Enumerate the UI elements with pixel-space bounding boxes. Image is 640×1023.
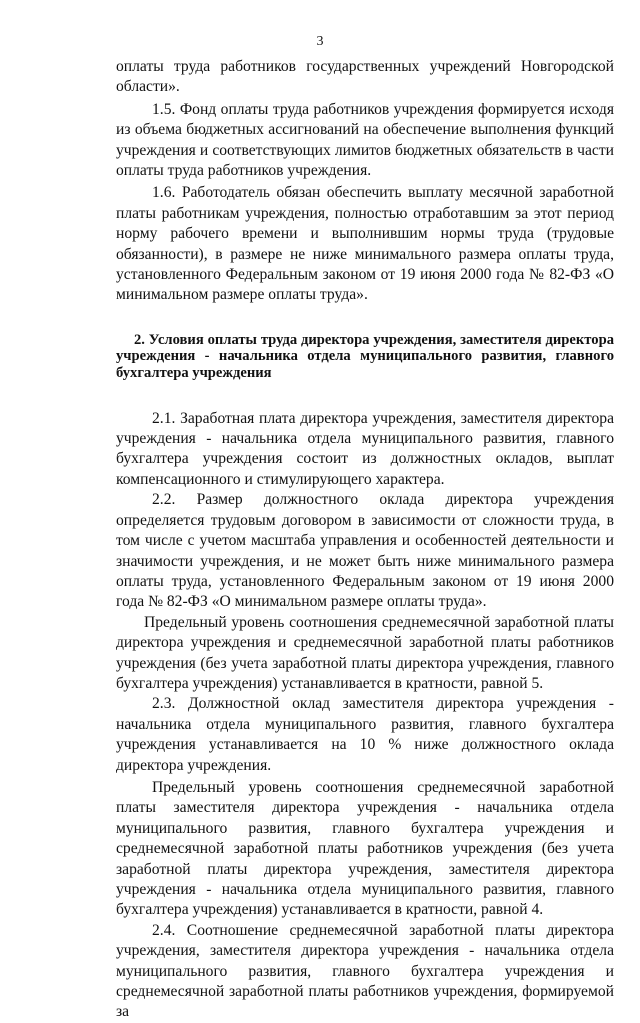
- paragraph-1-5: 1.5. Фонд оплаты труда работников учреждения формируется исходя из объема бюджетных ассигнований на обеспечение выполнения функций учреждения и соответствующих лимитов бюджетных обязательств в части оплаты труда работников учреждения.: [116, 100, 614, 180]
- paragraph-ratio-deputy: Предельный уровень соотношения среднемесячной заработной платы заместителя директора учреждения - начальника отдела муниципального развития, главного бухгалтера учреждения и среднемесячной заработной платы работников учреждения (без учета заработной платы директора учреждения, заместителя директора учреждения - начальника отдела муниципального развития, главного бухгалтера учреждения) устанавливается в кратности, равной 4.: [116, 778, 614, 919]
- paragraph-2-1: 2.1. Заработная плата директора учреждения, заместителя директора учреждения - начальника отдела муниципального развития, главного бухгалтера учреждения состоит из должностных окладов, выплат компенсационного и стимулирующего характера.: [116, 409, 614, 488]
- paragraph-2-2: 2.2. Размер должностного оклада директора учреждения определяется трудовым договором в зависимости от сложности труда, в том числе с учетом масштаба управления и особенностей деятельности и значимости учреждения, и не может быть ниже минимального размера оплаты труда, установленного Федеральным законом от 19 июня 2000 года № 82-ФЗ «О минимальном размере оплаты труда».: [116, 491, 614, 611]
- paragraph-ratio-director: Предельный уровень соотношения среднемесячной заработной платы директора учреждения и среднемесячной заработной платы работников учреждения (без учета заработной платы директора учреждения, главного бухгалтера учреждения) устанавливается в кратности, равной 5.: [116, 613, 614, 692]
- section-heading: 2. Условия оплаты труда директора учреждения, заместителя директора учреждения - начальника отдела муниципального развития, главного бухгалтера учреждения: [116, 331, 614, 382]
- paragraph-2-3: 2.3. Должностной оклад заместителя директора учреждения - начальника отдела муниципального развития, главного бухгалтера учреждения устанавливается на 10 % ниже должностного оклада директора учреждения.: [116, 695, 614, 774]
- paragraph-1-6: 1.6. Работодатель обязан обеспечить выплату месячной заработной платы работникам учреждения, полностью отработавшим за этот период норму рабочего времени и выполнившим нормы труда (трудовые обязанности), в размере не ниже минимального размера оплаты труда, установленного Федеральным законом от 19 июня 2000 года № 82-ФЗ «О минимальном размере оплаты труда».: [116, 184, 614, 304]
- paragraph-continuation: оплаты труда работников государственных учреждений Новгородской области».: [116, 58, 614, 96]
- paragraph-2-4: 2.4. Соотношение среднемесячной заработной платы директора учреждения, заместителя директора учреждения - начальника отдела муниципального развития, главного бухгалтера учреждения и среднемесячной заработной платы работников учреждения, формируемой за: [116, 921, 614, 1021]
- document-body: [116, 57, 614, 1023]
- page-number: 3: [316, 34, 324, 49]
